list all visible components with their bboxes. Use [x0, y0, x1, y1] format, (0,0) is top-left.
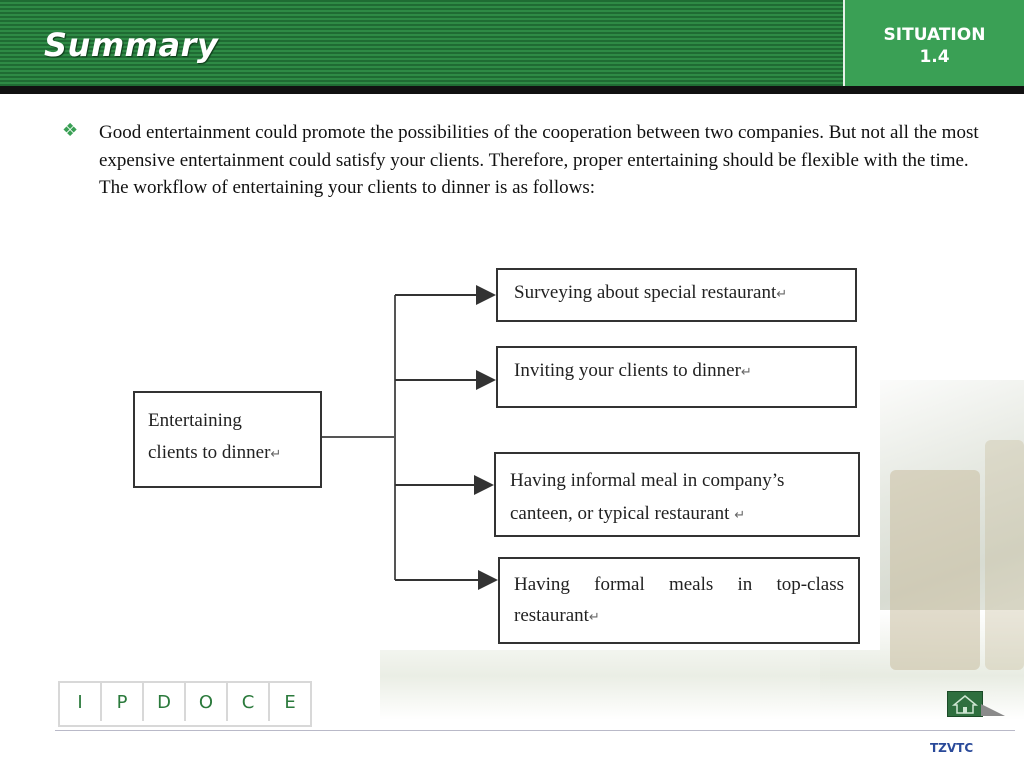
step-3-line2: canteen, or typical restaurant: [510, 503, 730, 524]
home-icon: [948, 692, 982, 716]
background-chair: [985, 440, 1024, 670]
nav-item-d[interactable]: D: [144, 683, 186, 721]
nav-item-e[interactable]: E: [270, 683, 310, 721]
header-underline-bar: [0, 86, 1024, 94]
brand-label: TZVTC: [930, 741, 974, 755]
root-box: [133, 391, 322, 488]
root-box-line2: clients to dinner: [148, 442, 271, 463]
step-box-2: [496, 346, 857, 408]
step-3-line1: Having informal meal in company’s: [510, 470, 785, 491]
nav-item-c[interactable]: C: [228, 683, 270, 721]
nav-item-p[interactable]: P: [102, 683, 144, 721]
footer-divider: [55, 730, 1015, 731]
situation-label: SITUATION: [883, 25, 986, 45]
home-button[interactable]: [947, 691, 983, 717]
root-box-line1: Entertaining: [148, 410, 242, 431]
return-mark: ↵: [270, 446, 282, 461]
ipdoce-nav: [58, 681, 312, 727]
return-mark: ↵: [734, 507, 746, 522]
background-chair: [890, 470, 980, 670]
nav-item-i[interactable]: I: [60, 683, 102, 721]
step-1-line1: Surveying about special restaurant: [514, 282, 777, 303]
situation-badge: [845, 0, 1024, 86]
step-4-line1: Having formal meals in top-class: [514, 574, 844, 595]
step-box-1: [496, 268, 857, 322]
return-mark: ↵: [776, 286, 788, 301]
header-banner: [0, 0, 843, 86]
page-title: Summary: [44, 26, 219, 64]
step-box-4: [498, 557, 860, 644]
step-2-line1: Inviting your clients to dinner: [514, 360, 741, 381]
bullet-diamond-icon: ❖: [62, 120, 79, 141]
home-button-wedge: [981, 704, 1005, 716]
return-mark: ↵: [588, 609, 600, 624]
nav-item-o[interactable]: O: [186, 683, 228, 721]
return-mark: ↵: [740, 364, 752, 379]
workflow-diagram: [120, 255, 880, 650]
situation-number: 1.4: [919, 47, 950, 67]
summary-paragraph: Good entertainment could promote the possibilities of the cooperation between two companies. But not all the most expensive entertainment could satisfy your clients. Therefore, proper entertaining should be flexible with the time. The workflow of entertaining your clients to dinner is as follows:: [99, 122, 979, 198]
step-box-3: [494, 452, 860, 537]
step-4-line2: restaurant: [514, 605, 589, 626]
